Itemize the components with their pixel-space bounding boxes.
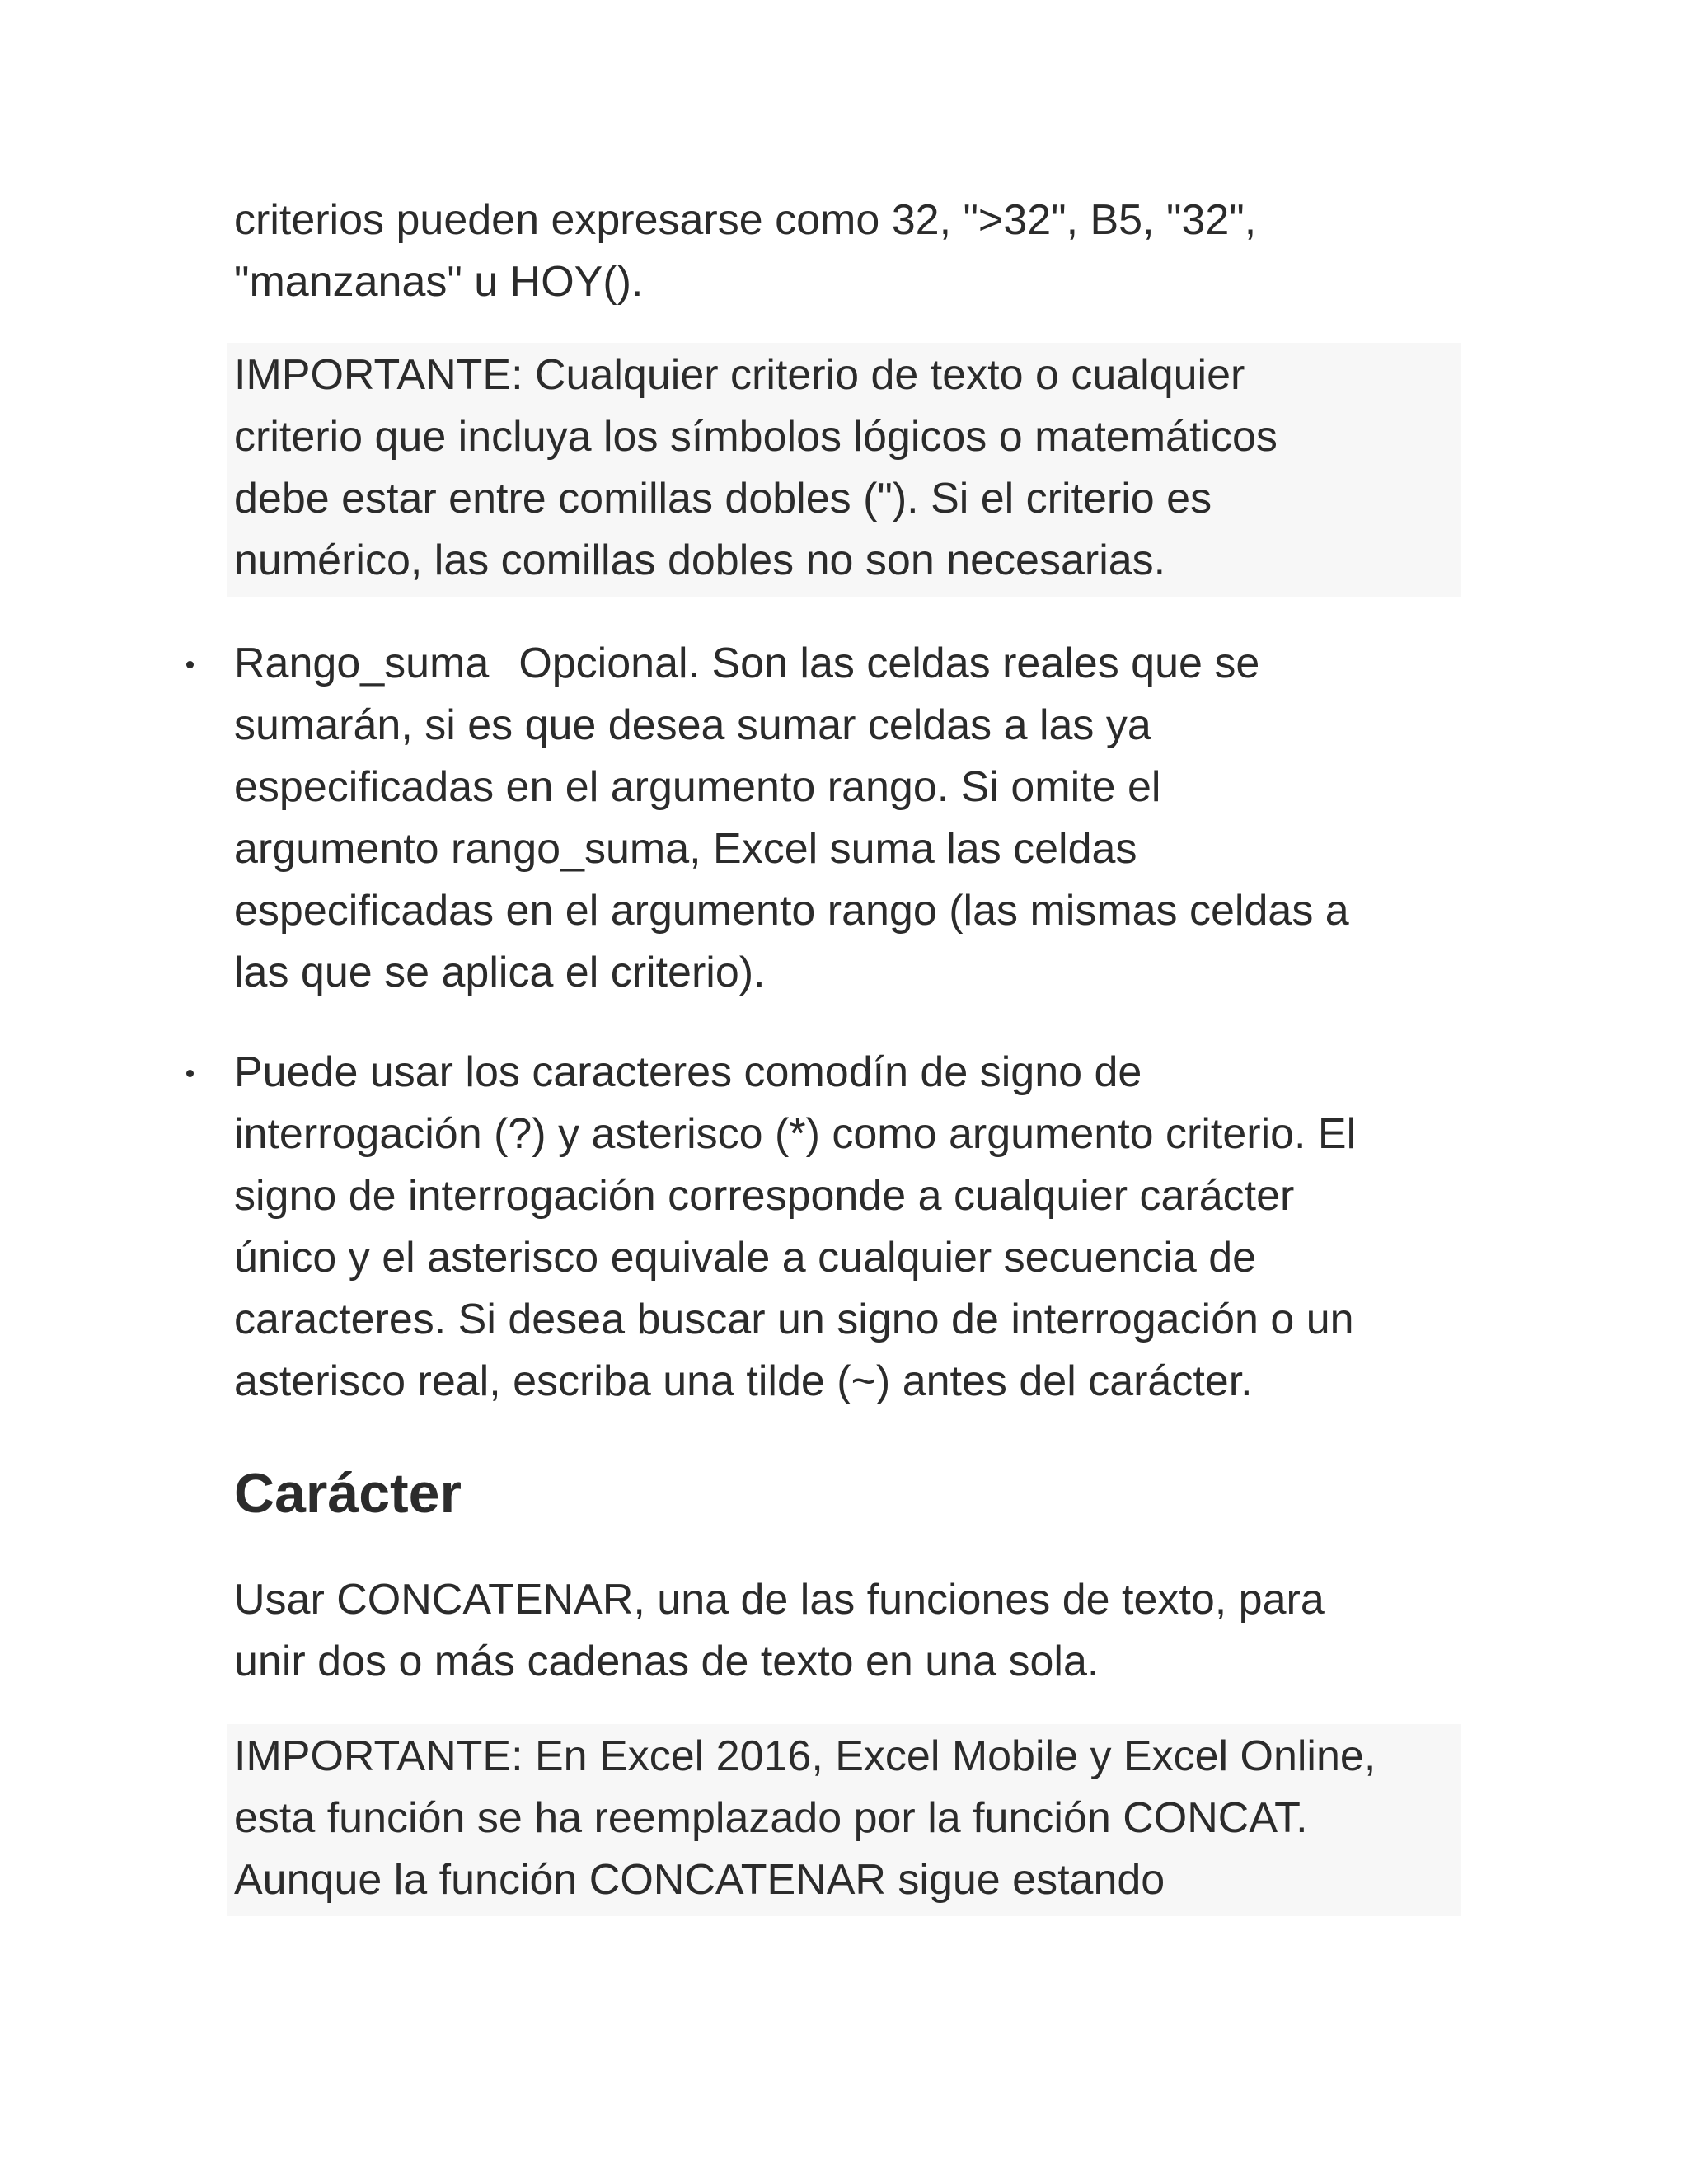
note-line: esta función se ha reemplazado por la función CONCAT. [234,1794,1308,1842]
bullet-line: asterisco real, escriba una tilde (~) antes del carácter. [234,1357,1253,1405]
bullet-icon [186,661,194,668]
important-note-concat [227,1724,1461,1916]
bullet-line: especificadas en el argumento rango (las mismas celdas a [234,887,1349,935]
term-rango-suma: Rango_suma [234,640,490,687]
intro-line-2: "manzanas" u HOY(). [234,258,644,306]
bullet-icon [186,1070,194,1077]
note-line: IMPORTANTE: Cualquier criterio de texto o cualquier [234,351,1245,399]
bullet-line: sumarán, si es que desea sumar celdas a las ya [234,701,1151,749]
intro-line-1: criterios pueden expresarse como 32, ">32", B5, "32", [234,196,1257,244]
bullet-line: signo de interrogación corresponde a cualquier carácter [234,1172,1295,1220]
section-heading: Carácter [234,1462,462,1525]
bullet-item-wildcards [234,1042,1454,1413]
bullet-line: caracteres. Si desea buscar un signo de interrogación o un [234,1296,1354,1343]
bullet-text: Opcional. Son las celdas reales que se [518,640,1260,687]
note-line: debe estar entre comillas dobles ("). Si el criterio es [234,475,1212,523]
bullet-item-rango-suma [234,633,1454,1004]
important-note-criteria [227,343,1461,597]
bullet-line: único y el asterisco equivale a cualquier secuencia de [234,1234,1257,1282]
section-paragraph [234,1569,1454,1693]
note-line: criterio que incluya los símbolos lógicos o matemáticos [234,413,1278,461]
note-line: numérico, las comillas dobles no son necesarias. [234,537,1166,584]
note-line: IMPORTANTE: En Excel 2016, Excel Mobile y Excel Online, [234,1732,1376,1780]
page-content [234,190,1454,1916]
bullet-line: argumento rango_suma, Excel suma las celdas [234,825,1137,873]
bullet-line [234,633,1454,695]
bullet-line: especificadas en el argumento rango. Si omite el [234,763,1161,811]
argument-bullet-list [234,633,1454,1413]
bullet-line: interrogación (?) y asterisco (*) como argumento criterio. El [234,1110,1357,1158]
bullet-line: Puede usar los caracteres comodín de signo de [234,1048,1142,1096]
intro-paragraph [234,190,1454,313]
bullet-line: las que se aplica el criterio). [234,949,766,996]
note-line: Aunque la función CONCATENAR sigue estando [234,1856,1165,1904]
section-line: unir dos o más cadenas de texto en una sola. [234,1638,1100,1685]
section-line: Usar CONCATENAR, una de las funciones de texto, para [234,1576,1325,1624]
